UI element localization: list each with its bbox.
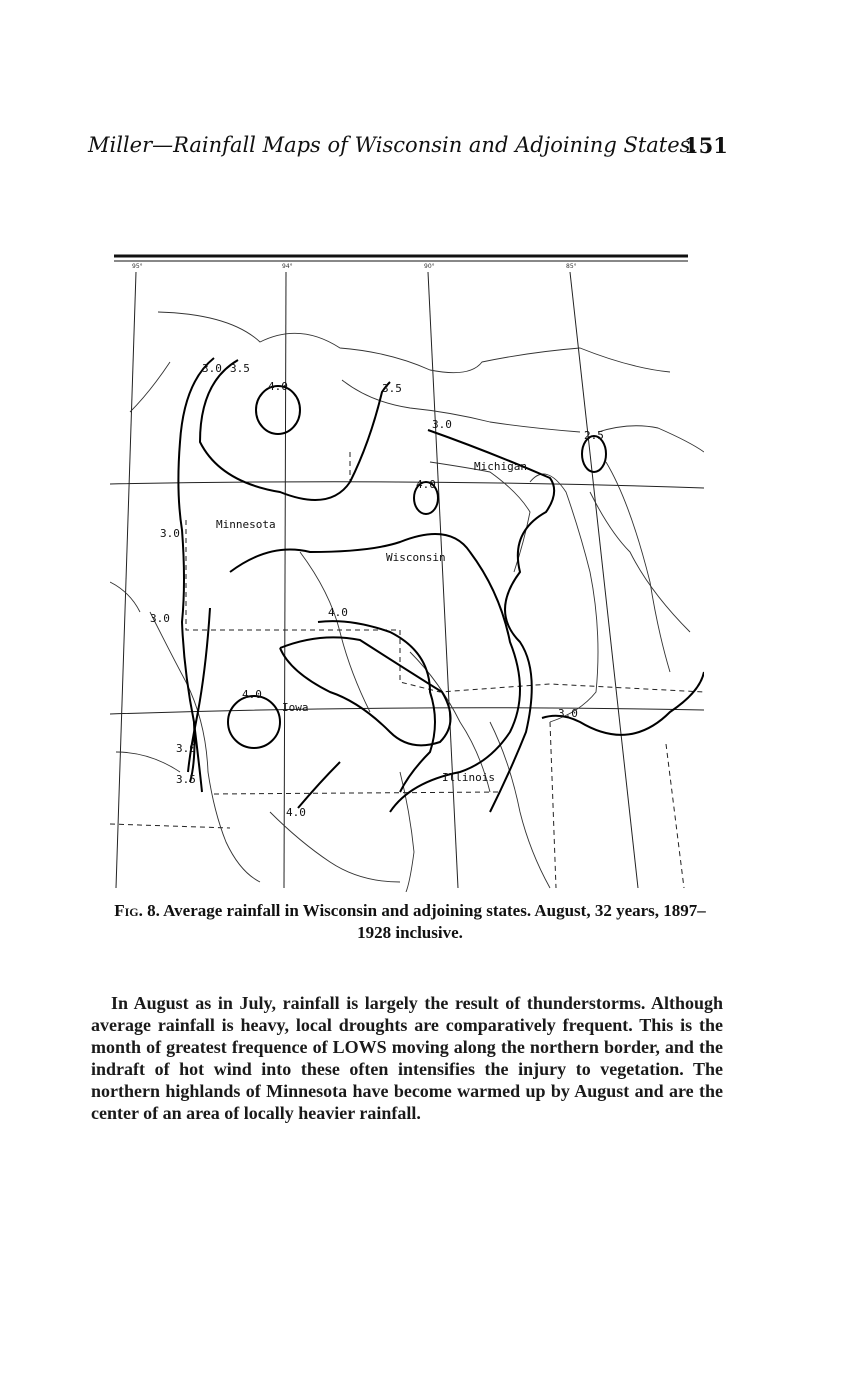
isohyet-label: 3.5 [230, 362, 250, 375]
isohyet-label: 3.0 [432, 418, 452, 431]
graticule-label: 95° [132, 263, 143, 270]
isohyet-label: 4.0 [286, 806, 306, 819]
isohyet-label: 4.0 [416, 478, 436, 491]
paragraph: In August as in July, rainfall is largely the result of thunderstorms. Although average rainfall is heavy, local droughts are comparatively frequent. This is the month of greatest frequence of LOWS moving along the northern border, and the indraft of hot wind into these often intensifies the injury to vegetation. The northern highlands of Minnesota have become warmed up by August and are the center of an area of locally heavier rainfall. [91, 993, 723, 1123]
figure-caption [100, 900, 720, 944]
page-number: 151 [684, 133, 728, 158]
isohyet-label: 3.0 [160, 527, 180, 540]
running-head [88, 133, 728, 157]
isohyet-label: 3.0 [202, 362, 222, 375]
running-head-title: Miller—Rainfall Maps of Wisconsin and Adjoining States. [88, 133, 698, 157]
state-label-iowa: Iowa [282, 701, 309, 714]
rainfall-map [110, 252, 704, 892]
isohyet-label: 3.5 [176, 773, 196, 786]
figure-number: Fig. 8. [114, 901, 160, 920]
isohyet-label: 3.0 [150, 612, 170, 625]
state-label-michigan: Michigan [474, 460, 527, 473]
graticule-labels [132, 263, 577, 270]
isohyet-label: 4.0 [242, 688, 262, 701]
isohyet-labels [150, 362, 604, 819]
isohyet-label: 4.0 [328, 606, 348, 619]
graticule-label: 94° [282, 263, 293, 270]
isohyet-label: 3.5 [382, 382, 402, 395]
state-label-wisconsin: Wisconsin [386, 551, 446, 564]
isohyet-label: 3.0 [176, 742, 196, 755]
isohyet-label: 2.5 [584, 429, 604, 442]
isohyet-label: 3.0 [558, 707, 578, 720]
graticule-label: 85° [566, 263, 577, 270]
coastlines-rivers [110, 312, 704, 892]
map-frame [114, 256, 688, 261]
graticule-label: 90° [424, 263, 435, 270]
state-label-minnesota: Minnesota [216, 518, 276, 531]
caption-text: Average rainfall in Wisconsin and adjoining states. August, 32 years, 1897–1928 inclusive. [163, 901, 706, 942]
body-text [91, 992, 723, 1124]
isohyet-label: 4.0 [268, 380, 288, 393]
state-label-illinois: Illinois [442, 771, 495, 784]
state-labels [216, 460, 527, 784]
graticule-lines [110, 272, 704, 888]
